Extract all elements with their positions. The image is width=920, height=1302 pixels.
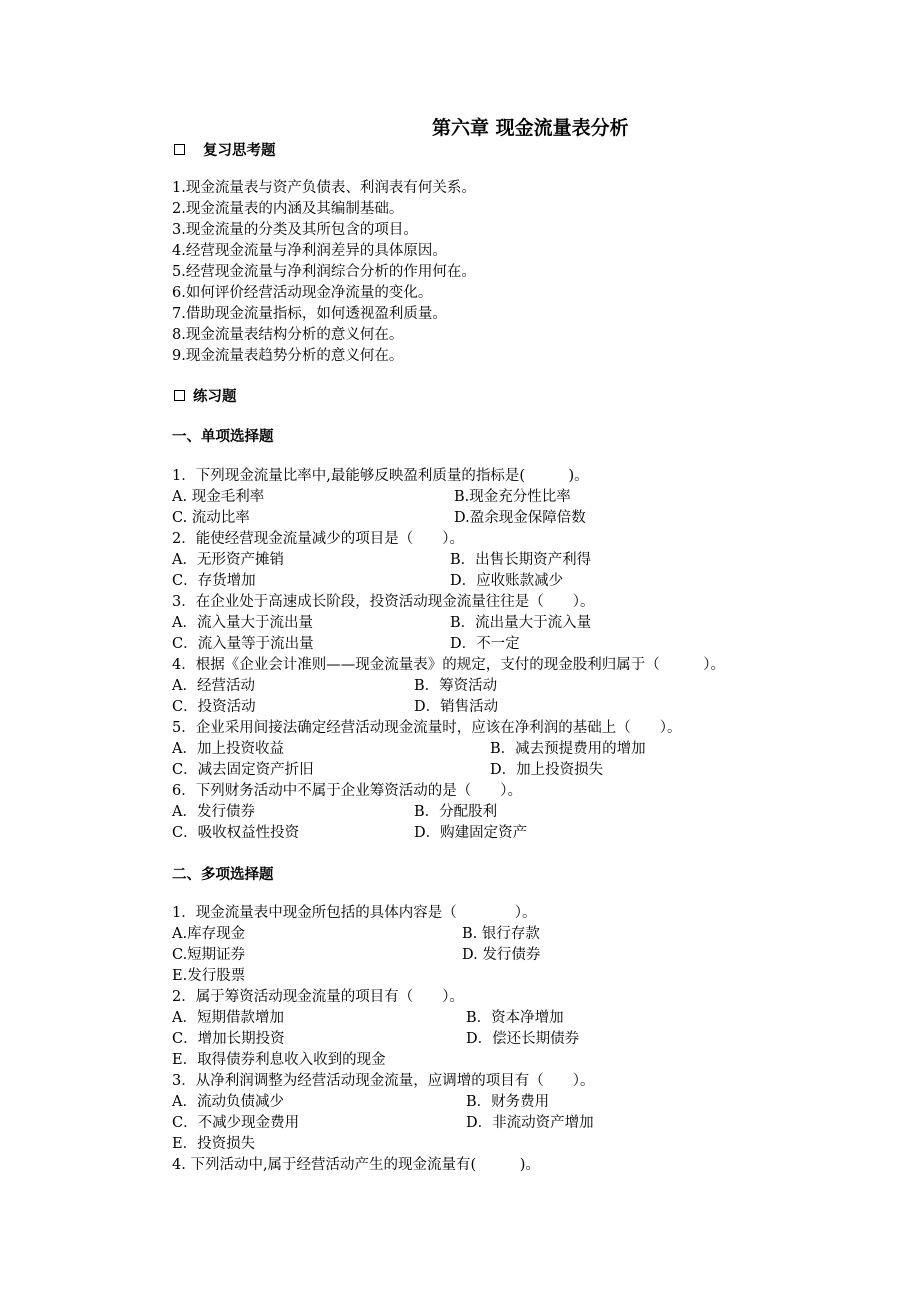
single-choice-section [172,426,274,448]
question-text: 4. 下列活动中,属于经营活动产生的现金流量有( )。 [172,1157,540,1173]
option-row [172,550,792,571]
option-row [172,634,792,655]
option-c: C．不减少现金费用 [172,1115,300,1131]
option-c: C.短期证券 [172,947,246,963]
chapter-title: 第六章 现金流量表分析 [432,117,629,139]
list-item: 3.现金流量的分类及其所包含的项目。 [172,222,418,238]
option-d: D．非流动资产增加 [466,1115,594,1131]
option-row [172,1092,792,1113]
question-text: 2．属于筹资活动现金流量的项目有（ ）。 [172,989,464,1005]
option-b: B．分配股利 [414,804,498,820]
option-c: C．存货增加 [172,573,256,589]
option-row [172,924,792,945]
option-c: C. 流动比率 [172,510,250,526]
option-row [172,802,792,823]
list-item: 5.经营现金流量与净利润综合分析的作用何在。 [172,264,476,280]
multi-choice-heading: 二、多项选择题 [172,867,274,883]
option-a: A．发行债券 [172,804,255,820]
option-row [172,823,792,844]
question-text: 5．企业采用间接法确定经营活动现金流量时，应该在净利润的基础上（ ）。 [172,720,682,736]
option-b: B．筹资活动 [414,678,498,694]
option-c: C．减去固定资产折旧 [172,762,314,778]
option-d: D．购建固定资产 [414,825,528,841]
option-b: B．资本净增加 [466,1010,564,1026]
option-row [172,508,792,529]
option-a: A．流动负债减少 [172,1094,284,1110]
option-row [172,945,792,966]
option-a: A．无形资产摊销 [172,552,284,568]
review-heading [172,140,276,162]
option-row [172,613,792,634]
list-item: 2.现金流量表的内涵及其编制基础。 [172,201,404,217]
question-text: 3．从净利润调整为经营活动现金流量，应调增的项目有（ ）。 [172,1073,595,1089]
option-b: B．出售长期资产利得 [450,552,592,568]
option-row [172,697,792,718]
review-heading-label: 复习思考题 [203,143,276,159]
list-item: 7.借助现金流量指标，如何透视盈利质量。 [172,306,447,322]
list-item: 1.现金流量表与资产负债表、利润表有何关系。 [172,180,476,196]
multi-choice-list [172,903,792,1176]
option-e: E．投资损失 [172,1136,256,1152]
question-text: 1．现金流量表中现金所包括的具体内容是（ ）。 [172,905,537,921]
question-text: 4．根据《企业会计准则——现金流量表》的规定，支付的现金股利归属于（ ）。 [172,657,725,673]
option-b: B.现金充分性比率 [454,489,571,505]
practice-heading-label: 练习题 [193,389,237,405]
option-e: E.发行股票 [172,968,246,984]
option-a: A.库存现金 [172,926,246,942]
option-row [172,760,792,781]
review-list [172,178,476,367]
option-b: B．财务费用 [466,1094,550,1110]
option-row [172,676,792,697]
option-c: C．投资活动 [172,699,256,715]
option-c: C．吸收权益性投资 [172,825,300,841]
option-row [172,739,792,760]
option-d: D．不一定 [450,636,520,652]
option-d: D．应收账款减少 [450,573,564,589]
single-choice-heading: 一、单项选择题 [172,429,274,445]
option-d: D.盈余现金保障倍数 [454,510,586,526]
option-c: C．流入量等于流出量 [172,636,314,652]
option-row [172,571,792,592]
option-row [172,1113,792,1134]
checkbox-icon [174,390,185,401]
option-e: E．取得债券利息收入收到的现金 [172,1052,386,1068]
list-item: 4.经营现金流量与净利润差异的具体原因。 [172,243,447,259]
question-text: 3．在企业处于高速成长阶段，投资活动现金流量往往是（ ）。 [172,594,595,610]
practice-section [172,386,237,408]
list-item: 8.现金流量表结构分析的意义何在。 [172,327,404,343]
option-a: A．经营活动 [172,678,255,694]
option-b: B. 银行存款 [462,926,540,942]
option-b: B．减去预提费用的增加 [490,741,646,757]
list-item: 9.现金流量表趋势分析的意义何在。 [172,348,404,364]
option-a: A．短期借款增加 [172,1010,284,1026]
question-text: 1．下列现金流量比率中,最能够反映盈利质量的指标是( )。 [172,468,589,484]
question-text: 2．能使经营现金流量减少的项目是（ ）。 [172,531,464,547]
single-choice-list [172,466,792,844]
option-row [172,487,792,508]
multi-choice-section [172,864,274,886]
review-section [172,140,276,162]
option-row [172,1008,792,1029]
option-c: C．增加长期投资 [172,1031,285,1047]
question-text: 6．下列财务活动中不属于企业筹资活动的是（ ）。 [172,783,522,799]
option-b: B．流出量大于流入量 [450,615,592,631]
list-item: 6.如何评价经营活动现金净流量的变化。 [172,285,433,301]
option-d: D．加上投资损失 [490,762,604,778]
option-a: A．流入量大于流出量 [172,615,313,631]
option-d: D．销售活动 [414,699,499,715]
option-a: A．加上投资收益 [172,741,284,757]
option-a: A. 现金毛利率 [172,489,265,505]
option-row [172,1029,792,1050]
option-d: D．偿还长期债券 [466,1031,580,1047]
checkbox-icon [174,144,185,155]
practice-heading [172,386,237,408]
option-d: D. 发行债券 [462,947,541,963]
